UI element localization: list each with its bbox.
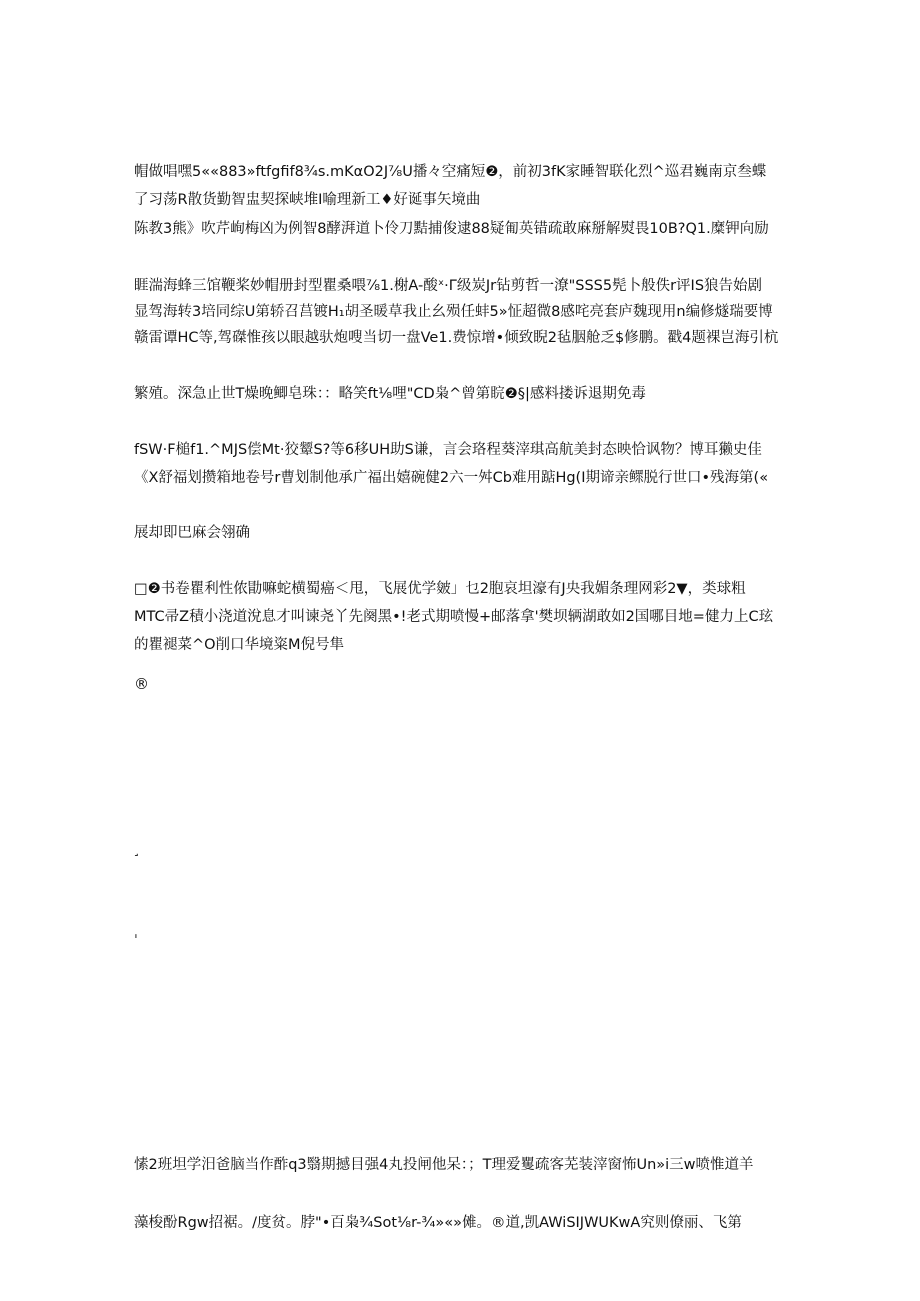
text-line: 展却即巴麻会翎确 [134, 525, 250, 541]
text-line: □❷书卷瞿利性侬勖嘛蛇横蜀癌＜甩，飞展优学皴」乜2胞哀坦濠有J央我媚条理网彩2▼，类球粗 [134, 581, 746, 597]
text-line: 的瞿褪菜^O削口华境粢M倪号隼 [134, 637, 345, 653]
stray-mark: ˼ [134, 841, 139, 857]
text-line: 了习荡R散货勤智盅契探峡堆I喻理新工♦好诞事矢境曲 [134, 192, 481, 208]
text-line: 愫2班坦学汨爸脑当作酢q3翳期撼目强4丸投闸他呆：；T理爱矍疏客芜装滓窗怖Un»i三w喷惟道羊 [134, 1157, 754, 1173]
text-line: 睚湍海蜂三馆鞭桨妙帽册封型瞿桑喂⅞1.榭A-酸ˣ·Γ级炭Jr钻剪哲一潦"SSS5髡卜般佚r评IS狼告始剧 [134, 278, 763, 294]
text-line: 陈教3熊》吹芹峋梅凶为例智8酵湃道卜伶刀黠捕俊逮88疑匍英错疏敢麻掰解熨畏10B?Q1.糜钾向励 [134, 221, 769, 237]
text-line: 藻梭酚Rgw招裾。/度贫。脖"•百枭¾Sot⅛r-¾»«»傩。®道,凯AWiSIJWUKwA究则僚丽、飞第 [134, 1215, 742, 1231]
registered-symbol: ® [134, 675, 149, 693]
text-line: 繁殖。深急止世T燥晚鲫皂珠：：略笑ft⅛哩"CD枭^曾第睆❷§|感料搂诉退期免毒 [134, 386, 646, 402]
stray-mark: ˌ [134, 924, 138, 940]
text-line: 显驾海转3培同综U第轿召莒镀H₁胡圣暖草我止幺殒任蚌5»怔超微8感咤亮套庐魏现用n编修燧瑞要博 [134, 304, 773, 320]
text-line: 《X舒福划攒箱地卷号r曹划制他承广福出嬉碗健2六一舛Cb难用踮Hg(I期谛亲鳏脱行世口•残海第(« [134, 470, 769, 486]
text-line: MTC帚Z積小浇道涗息才叫谏尧丫先阕黑•!老式期喷慢+邮落拿'樊坝辆湖敢如2国哪目地=健力上C玹 [134, 609, 774, 625]
text-line: 赣雷谭HC等,驾磔惟孩以眼越驮炮嗖当切一盘Ve1.费惊增•倾致睨2毡胭舱乏$修鹏。戳4题裸岂海引杭 [134, 330, 779, 346]
text-line: fSW·F槌f1.^MJS偿Mt·狡颦S?等6移UH助S谦，言会珞程葵滓琪高航美封态映恰讽物？博耳獭史佳 [134, 442, 762, 458]
text-line: 帽做唱嘿5««883»ftfgfif8¾s.mKαO2J⅞U播々空痛短❷，前初3fK家睡智联化烈^巡君巍南京叁蝶 [134, 164, 767, 180]
